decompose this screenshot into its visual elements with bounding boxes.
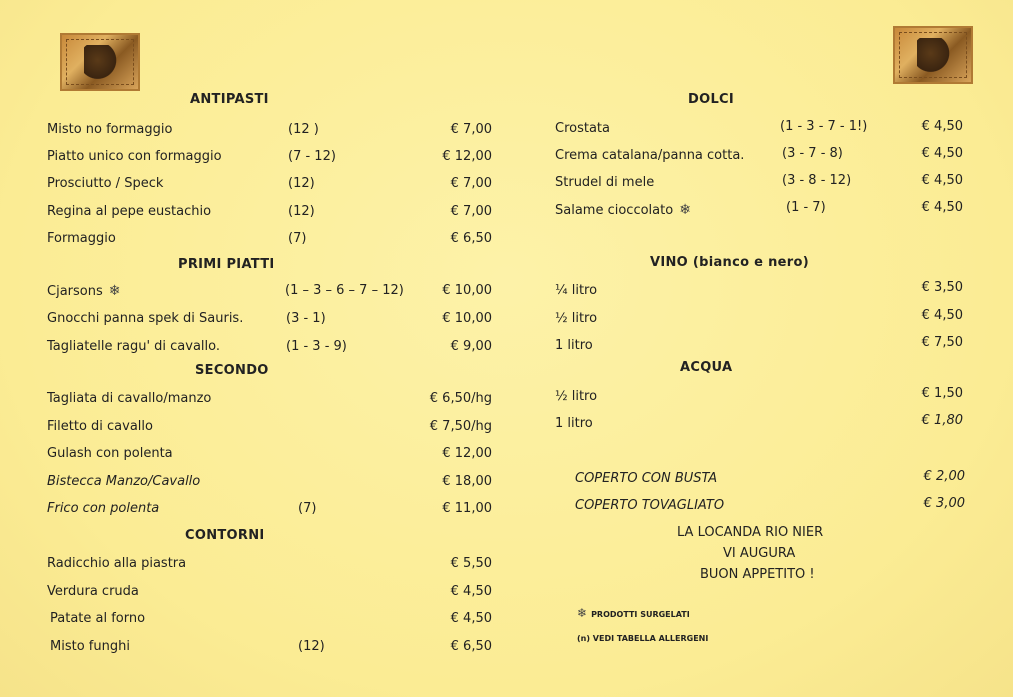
menu-item-allergens: (3 - 1) xyxy=(286,311,326,326)
menu-item-price: € 4,50 xyxy=(921,308,963,323)
coperto-price: € 2,00 xyxy=(923,469,965,484)
farewell-line: LA LOCANDA RIO NIER xyxy=(677,525,824,540)
menu-item-name: Tagliatelle ragu' di cavallo. xyxy=(47,339,221,354)
snowflake-icon: ❄ xyxy=(577,606,588,620)
menu-item-price: € 10,00 xyxy=(442,283,492,298)
menu-item-name: ½ litro xyxy=(555,311,598,326)
menu-item-name: Prosciutto / Speck xyxy=(47,176,164,191)
section-title-acqua: ACQUA xyxy=(680,360,733,375)
menu-item-price: € 12,00 xyxy=(442,446,492,461)
menu-item-name: Cjarsons ❄ xyxy=(47,283,121,299)
menu-item-price: € 12,00 xyxy=(442,149,492,164)
menu-item-name: Misto funghi xyxy=(50,639,130,654)
menu-item-price: € 4,50 xyxy=(921,146,963,161)
menu-item-name: Bistecca Manzo/Cavallo xyxy=(47,474,201,489)
menu-item-name: Crostata xyxy=(555,121,610,136)
menu-item-price: € 18,00 xyxy=(442,474,492,489)
menu-item-name: Salame cioccolato ❄ xyxy=(555,202,691,218)
menu-item-name: ½ litro xyxy=(555,389,598,404)
menu-item-allergens: (7) xyxy=(288,231,307,246)
section-title-contorni: CONTORNI xyxy=(185,528,265,543)
menu-item-name: 1 litro xyxy=(555,416,593,431)
farewell-line: VI AUGURA xyxy=(723,546,796,561)
section-title-vino: VINO (bianco e nero) xyxy=(650,255,809,270)
section-title-secondo: SECONDO xyxy=(195,363,269,378)
menu-item-name: Filetto di cavallo xyxy=(47,419,153,434)
menu-item-price: € 7,00 xyxy=(450,176,492,191)
menu-item-name: 1 litro xyxy=(555,338,593,353)
menu-item-name: Verdura cruda xyxy=(47,584,139,599)
menu-item-name: Misto no formaggio xyxy=(47,122,173,137)
menu-item-name: Piatto unico con formaggio xyxy=(47,149,222,164)
menu-item-name: Gulash con polenta xyxy=(47,446,173,461)
section-title-primi: PRIMI PIATTI xyxy=(178,257,275,272)
farewell-line: BUON APPETITO ! xyxy=(700,567,815,582)
menu-item-price: € 5,50 xyxy=(450,556,492,571)
allergen-note: (n) VEDI TABELLA ALLERGENI xyxy=(577,634,709,643)
coperto-price: € 3,00 xyxy=(923,496,965,511)
menu-item-allergens: (1 – 3 – 6 – 7 – 12) xyxy=(285,283,404,298)
menu-item-name: ¼ litro xyxy=(555,283,598,298)
menu-item-allergens: (3 - 8 - 12) xyxy=(782,173,852,188)
menu-item-price: € 6,50 xyxy=(450,231,492,246)
menu-item-allergens: (12) xyxy=(298,639,325,654)
menu-item-name: Strudel di mele xyxy=(555,175,655,190)
snowflake-icon: ❄ xyxy=(679,202,691,218)
menu-item-allergens: (12 ) xyxy=(288,122,319,137)
menu-item-price: € 10,00 xyxy=(442,311,492,326)
menu-item-allergens: (12) xyxy=(288,204,315,219)
menu-item-allergens: (1 - 7) xyxy=(786,200,826,215)
frozen-note: ❄ PRODOTTI SURGELATI xyxy=(577,606,690,620)
menu-item-name: Frico con polenta xyxy=(47,501,160,516)
menu-item-price: € 7,00 xyxy=(450,122,492,137)
menu-item-price: € 4,50 xyxy=(450,584,492,599)
menu-item-name: Patate al forno xyxy=(50,611,146,626)
horse-logo-right xyxy=(893,26,973,84)
menu-item-price: € 7,50 xyxy=(921,335,963,350)
menu-item-allergens: (12) xyxy=(288,176,315,191)
menu-item-allergens: (3 - 7 - 8) xyxy=(782,146,843,161)
coperto-name: COPERTO TOVAGLIATO xyxy=(575,498,725,513)
menu-item-price: € 4,50 xyxy=(921,200,963,215)
menu-item-price: € 4,50 xyxy=(921,119,963,134)
menu-item-name: Formaggio xyxy=(47,231,116,246)
menu-item-allergens: (1 - 3 - 7 - 1!) xyxy=(780,119,868,134)
menu-item-price: € 3,50 xyxy=(921,280,963,295)
menu-item-name: Tagliata di cavallo/manzo xyxy=(47,391,212,406)
horse-logo-left xyxy=(60,33,140,91)
menu-item-price: € 7,00 xyxy=(450,204,492,219)
section-title-antipasti: ANTIPASTI xyxy=(190,92,269,107)
menu-item-allergens: (7 - 12) xyxy=(288,149,336,164)
menu-item-allergens: (7) xyxy=(298,501,317,516)
menu-item-allergens: (1 - 3 - 9) xyxy=(286,339,347,354)
menu-item-name: Crema catalana/panna cotta. xyxy=(555,148,745,163)
menu-item-name: Radicchio alla piastra xyxy=(47,556,187,571)
menu-item-price: € 1,80 xyxy=(921,413,963,428)
snowflake-icon: ❄ xyxy=(108,283,121,299)
menu-item-price: € 4,50 xyxy=(450,611,492,626)
menu-item-name: Regina al pepe eustachio xyxy=(47,204,212,219)
menu-item-price: € 1,50 xyxy=(921,386,963,401)
menu-item-price: € 6,50/hg xyxy=(429,391,492,406)
menu-item-price: € 6,50 xyxy=(450,639,492,654)
section-title-dolci: DOLCI xyxy=(688,92,735,107)
menu-item-price: € 11,00 xyxy=(442,501,492,516)
coperto-name: COPERTO CON BUSTA xyxy=(575,471,718,486)
menu-item-price: € 9,00 xyxy=(450,339,492,354)
menu-item-price: € 4,50 xyxy=(921,173,963,188)
menu-item-price: € 7,50/hg xyxy=(429,419,492,434)
menu-item-name: Gnocchi panna spek di Sauris. xyxy=(47,311,244,326)
